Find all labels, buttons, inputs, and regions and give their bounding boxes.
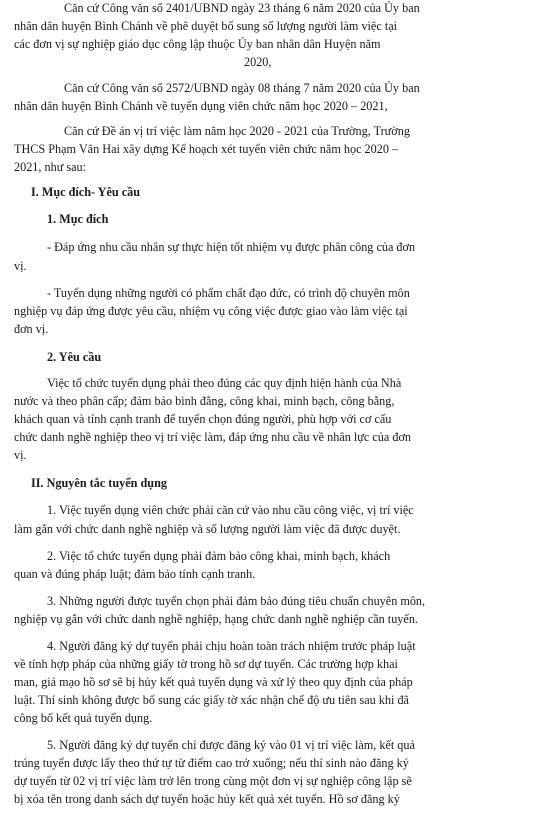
- principle-line: công bố kết quả tuyển dụng.: [14, 710, 153, 725]
- principle-line: về tính hợp pháp của những giấy tờ trong hồ sơ dự tuyển. Các trường hợp khai: [14, 656, 398, 671]
- purpose-line: nghiệp vụ đáp ứng được yêu cầu, nhiệm vụ công việc được giao vào làm việc tại: [14, 304, 408, 319]
- principle-line: 3. Những người được tuyển chọn phải đảm bảo đúng tiêu chuẩn chuyên môn,: [47, 594, 426, 608]
- requirements-line: khách quan và tính cạnh tranh để tuyển chọn đúng người, phù hợp với cơ cấu: [14, 412, 392, 427]
- section-heading: I. Mục đích- Yêu cầu: [31, 184, 141, 199]
- requirements-line: Việc tổ chức tuyển dụng phải theo đúng các quy định hiện hành của Nhà: [47, 375, 402, 390]
- purpose-line: vị.: [14, 259, 27, 273]
- requirements-line: nước và theo phân cấp; đảm bảo bình đẳng, công khai, minh bạch, công bằng,: [14, 394, 395, 409]
- preamble-line: 2021, như sau:: [14, 159, 87, 174]
- principle-line: trúng tuyển được lấy theo thứ tự từ điểm cao trở xuống; nếu thí sinh nào đăng ký: [14, 756, 409, 770]
- subsection-heading: 1. Mục đích: [47, 212, 109, 227]
- preamble-line: 2020,: [244, 54, 272, 69]
- preamble-line: Căn cứ Công văn số 2572/UBND ngày 08 tháng 7 năm 2020 của Ủy ban: [64, 80, 420, 95]
- principle-line: bị xóa tên trong danh sách dự tuyển hoặc hủy kết quả xét tuyển. Hồ sơ đăng ký: [14, 792, 400, 806]
- principle-line: nghiệp vụ gắn với chức danh nghề nghiệp, hạng chức danh nghề nghiệp cần tuyển.: [14, 612, 418, 626]
- principle-line: làm gắn với chức danh nghề nghiệp và số lượng người làm việc đã được duyệt.: [14, 522, 401, 536]
- purpose-line: đơn vị.: [14, 322, 49, 337]
- purpose-line: - Đáp ứng nhu cầu nhân sự thực hiện tốt nhiệm vụ được phân công của đơn: [47, 239, 416, 254]
- preamble-line: các đơn vị sự nghiệp giáo dục công lập thuộc Ủy ban nhân dân Huyện năm: [14, 36, 381, 51]
- section-heading: II. Nguyên tắc tuyển dụng: [31, 475, 167, 490]
- principle-line: luật. Thí sinh không được bổ sung các giấy tờ xác nhận chế độ ưu tiên sau khi đã: [14, 692, 409, 707]
- requirements-line: chức danh nghề nghiệp theo vị trí việc làm, đáp ứng nhu cầu về nhân lực của đơn: [14, 430, 412, 445]
- principle-line: 4. Người đăng ký dự tuyển phải chịu hoàn toàn trách nhiệm trước pháp luật: [47, 638, 416, 653]
- preamble-line: Căn cứ Đề án vị trí việc làm năm học 2020 - 2021 của Trường, Trường: [64, 123, 410, 138]
- preamble-line: nhân dân huyện Bình Chánh về tuyển dụng viên chức năm học 2020 – 2021,: [14, 98, 388, 113]
- principle-line: 5. Người đăng ký dự tuyển chỉ được đăng ký vào 01 vị trí việc làm, kết quả: [47, 738, 415, 752]
- requirements-line: vị.: [14, 448, 27, 463]
- purpose-line: - Tuyển dụng những người có phẩm chất đạo đức, có trình độ chuyên môn: [47, 286, 410, 301]
- principle-line: dự tuyển từ 02 vị trí việc làm trở lên trong cùng một đơn vị sự nghiệp công lập sẽ: [14, 774, 412, 788]
- preamble-line: nhân dân huyện Bình Chánh về phê duyệt bổ sung số lượng người làm việc tại: [14, 18, 398, 33]
- principle-line: man, giả mạo hồ sơ sẽ bị hủy kết quả tuyển dụng và xử lý theo quy định của pháp: [14, 674, 413, 689]
- principle-line: 1. Việc tuyển dụng viên chức phải căn cứ vào nhu cầu công việc, vị trí việc: [47, 503, 414, 518]
- preamble-line: THCS Phạm Văn Hai xây dựng Kế hoạch xét tuyển viên chức năm học 2020 –: [14, 141, 399, 156]
- principle-line: quan và đúng pháp luật; đảm bảo tính cạnh tranh.: [14, 567, 256, 582]
- preamble-line: Căn cứ Công văn số 2401/UBND ngày 23 tháng 6 năm 2020 của Ủy ban: [64, 0, 420, 15]
- principle-line: 2. Việc tổ chức tuyển dụng phải đảm bảo công khai, minh bạch, khách: [47, 549, 391, 564]
- subsection-heading: 2. Yêu cầu: [47, 349, 102, 364]
